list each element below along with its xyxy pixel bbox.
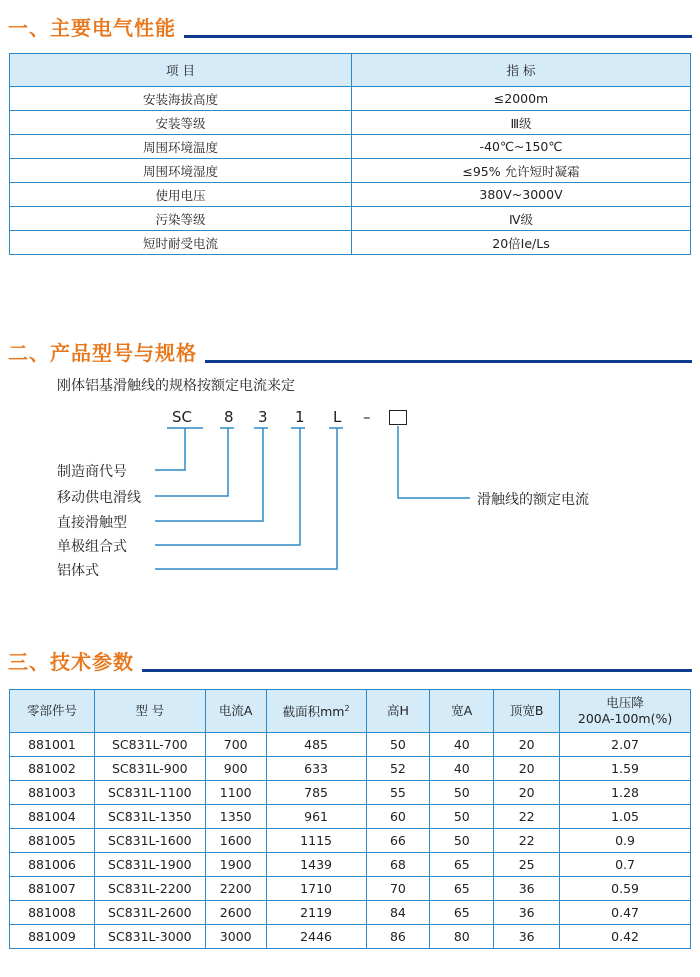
section-title-text: 三、技术参数	[8, 650, 134, 674]
label-manufacturer-code: 制造商代号	[57, 464, 127, 480]
cell-voltage-drop: 0.9	[560, 829, 691, 853]
cell-item: 使用电压	[10, 183, 352, 207]
cell-voltage-drop: 1.59	[560, 757, 691, 781]
table-row	[10, 757, 691, 781]
table-row	[10, 925, 691, 949]
cell-height: 50	[366, 733, 430, 757]
cell-model: SC831L-1350	[94, 805, 205, 829]
header-area	[266, 690, 366, 733]
cell-area: 1439	[266, 853, 366, 877]
cell-current: 3000	[205, 925, 266, 949]
cell-voltage-drop: 0.47	[560, 901, 691, 925]
cell-model: SC831L-1100	[94, 781, 205, 805]
table-row	[10, 733, 691, 757]
header-item: 项 目	[10, 54, 352, 87]
cell-part-no: 881006	[10, 853, 95, 877]
cell-spec: -40℃~150℃	[352, 135, 691, 159]
header-voltage-drop-line1: 电压降	[606, 695, 644, 710]
cell-area: 633	[266, 757, 366, 781]
cell-width: 65	[430, 901, 494, 925]
cell-model: SC831L-2200	[94, 877, 205, 901]
header-current: 电流A	[205, 690, 266, 733]
cell-area: 961	[266, 805, 366, 829]
cell-part-no: 881009	[10, 925, 95, 949]
cell-part-no: 881005	[10, 829, 95, 853]
cell-item: 短时耐受电流	[10, 231, 352, 255]
header-width: 宽A	[430, 690, 494, 733]
header-voltage-drop-line2: 200A-100m(%)	[577, 711, 673, 726]
cell-width: 40	[430, 733, 494, 757]
cell-item: 安装海拔高度	[10, 87, 352, 111]
cell-item: 周围环境温度	[10, 135, 352, 159]
cell-current: 1600	[205, 829, 266, 853]
table-row	[10, 781, 691, 805]
cell-area: 2119	[266, 901, 366, 925]
cell-top-width: 25	[494, 853, 560, 877]
cell-height: 84	[366, 901, 430, 925]
cell-model: SC831L-1900	[94, 853, 205, 877]
cell-model: SC831L-900	[94, 757, 205, 781]
cell-height: 52	[366, 757, 430, 781]
cell-width: 65	[430, 877, 494, 901]
cell-model: SC831L-700	[94, 733, 205, 757]
cell-area: 1710	[266, 877, 366, 901]
cell-spec: 380V~3000V	[352, 183, 691, 207]
cell-model: SC831L-3000	[94, 925, 205, 949]
cell-top-width: 36	[494, 877, 560, 901]
model-description: 刚体铝基滑触线的规格按额定电流来定	[57, 378, 295, 394]
cell-current: 900	[205, 757, 266, 781]
cell-voltage-drop: 0.59	[560, 877, 691, 901]
cell-spec: 20倍Ie/Ls	[352, 231, 691, 255]
cell-current: 1350	[205, 805, 266, 829]
cell-voltage-drop: 0.7	[560, 853, 691, 877]
section-title-text: 二、产品型号与规格	[8, 341, 197, 365]
connector-8	[155, 428, 228, 496]
table-row	[10, 853, 691, 877]
section-title-text: 一、主要电气性能	[8, 16, 176, 40]
cell-width: 65	[430, 853, 494, 877]
cell-item: 安装等级	[10, 111, 352, 135]
table-row	[10, 829, 691, 853]
cell-current: 2200	[205, 877, 266, 901]
cell-width: 80	[430, 925, 494, 949]
code-part-8: 8	[224, 408, 234, 426]
connector-box	[398, 426, 470, 498]
cell-part-no: 881007	[10, 877, 95, 901]
cell-area: 785	[266, 781, 366, 805]
label-single-pole: 单极组合式	[57, 539, 127, 555]
cell-top-width: 36	[494, 925, 560, 949]
label-rated-current: 滑触线的额定电流	[477, 492, 589, 508]
cell-model: SC831L-2600	[94, 901, 205, 925]
connector-sc	[155, 428, 185, 470]
code-part-1: 1	[295, 408, 305, 426]
technical-parameters-table	[9, 689, 691, 949]
cell-spec: Ⅳ级	[352, 207, 691, 231]
cell-area: 2446	[266, 925, 366, 949]
code-part-sc: SC	[172, 408, 192, 426]
table-header-row	[10, 690, 691, 733]
cell-voltage-drop: 1.05	[560, 805, 691, 829]
cell-top-width: 20	[494, 733, 560, 757]
cell-area: 1115	[266, 829, 366, 853]
connector-3	[155, 428, 263, 521]
header-spec: 指 标	[352, 54, 691, 87]
cell-part-no: 881001	[10, 733, 95, 757]
header-voltage-drop	[560, 690, 691, 733]
cell-width: 40	[430, 757, 494, 781]
cell-top-width: 36	[494, 901, 560, 925]
cell-current: 1900	[205, 853, 266, 877]
cell-part-no: 881002	[10, 757, 95, 781]
cell-spec: ≤95% 允许短时凝霜	[352, 159, 691, 183]
header-area-text: 截面积mm	[282, 704, 345, 720]
cell-voltage-drop: 2.07	[560, 733, 691, 757]
title-underline	[142, 669, 692, 672]
cell-top-width: 20	[494, 781, 560, 805]
header-height: 高H	[366, 690, 430, 733]
cell-top-width: 22	[494, 805, 560, 829]
header-model: 型 号	[94, 690, 205, 733]
table-row	[10, 805, 691, 829]
table-row	[10, 877, 691, 901]
cell-voltage-drop: 1.28	[560, 781, 691, 805]
table-row	[10, 901, 691, 925]
cell-height: 66	[366, 829, 430, 853]
cell-part-no: 881004	[10, 805, 95, 829]
header-part-no: 零部件号	[10, 690, 95, 733]
cell-height: 86	[366, 925, 430, 949]
cell-spec: Ⅲ级	[352, 111, 691, 135]
cell-area: 485	[266, 733, 366, 757]
cell-top-width: 20	[494, 757, 560, 781]
header-area-sup: 2	[344, 704, 350, 714]
cell-current: 700	[205, 733, 266, 757]
cell-width: 50	[430, 781, 494, 805]
cell-part-no: 881003	[10, 781, 95, 805]
cell-current: 1100	[205, 781, 266, 805]
cell-height: 70	[366, 877, 430, 901]
cell-height: 68	[366, 853, 430, 877]
code-part-dash: –	[363, 408, 371, 426]
cell-part-no: 881008	[10, 901, 95, 925]
cell-voltage-drop: 0.42	[560, 925, 691, 949]
cell-item: 污染等级	[10, 207, 352, 231]
cell-width: 50	[430, 829, 494, 853]
header-top-width: 顶宽B	[494, 690, 560, 733]
connector-l	[155, 428, 337, 569]
code-part-l: L	[333, 408, 342, 426]
label-direct-contact: 直接滑触型	[57, 515, 127, 531]
cell-spec: ≤2000m	[352, 87, 691, 111]
cell-top-width: 22	[494, 829, 560, 853]
cell-item: 周围环境湿度	[10, 159, 352, 183]
label-mobile-power-line: 移动供电滑线	[57, 490, 141, 506]
cell-current: 2600	[205, 901, 266, 925]
section-title-technical	[8, 646, 692, 675]
label-aluminum-body: 铝体式	[57, 563, 99, 579]
cell-model: SC831L-1600	[94, 829, 205, 853]
cell-width: 50	[430, 805, 494, 829]
code-part-3: 3	[258, 408, 268, 426]
cell-height: 60	[366, 805, 430, 829]
cell-height: 55	[366, 781, 430, 805]
